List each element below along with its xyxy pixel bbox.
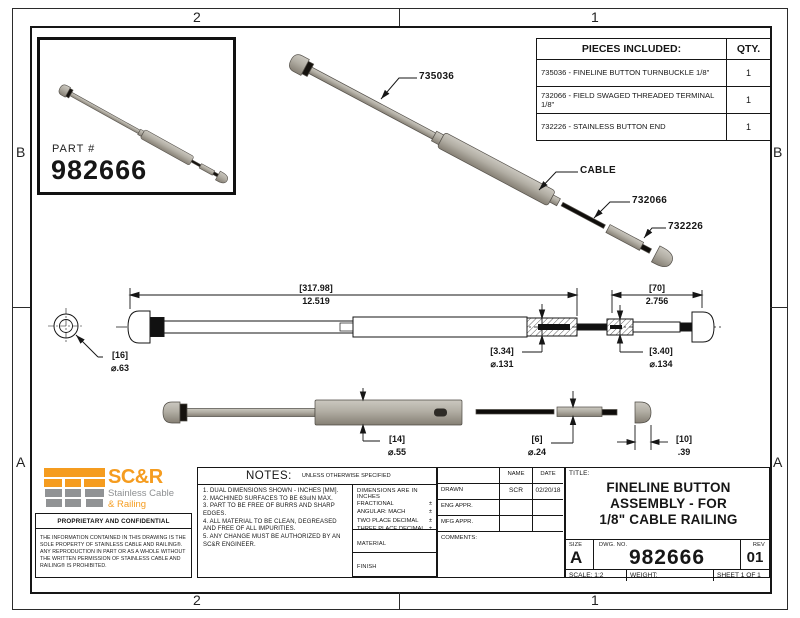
zone-label: A: [773, 454, 783, 470]
plus-minus: ±: [428, 526, 432, 533]
dimension-lines: [130, 288, 702, 450]
note-item: 3. PART TO BE FREE OF BURRS AND SHARP EDGES.: [203, 503, 335, 518]
weight-cell: WEIGHT:: [627, 570, 714, 581]
sheet-cell: SHEET 1 OF 1: [717, 572, 761, 579]
dim-button-length: [10] .39: [675, 434, 692, 457]
note-item: 4. ALL MATERIAL TO BE CLEAN, DEGREASED AND FREE OF ALL IMPURITIES.: [203, 518, 337, 533]
part-number-label: PART #: [52, 143, 96, 155]
finish-cell: [353, 553, 436, 577]
rev-label: REV: [752, 542, 765, 548]
pieces-header: PIECES INCLUDED:: [537, 39, 727, 60]
logo-acronym: SC&R: [108, 466, 163, 488]
dim-body-diameter: [14] ⌀.55: [388, 434, 406, 457]
pieces-included-table: [536, 38, 771, 141]
tolerance-label: TWO PLACE DECIMAL: [357, 517, 419, 524]
callout-terminal: 732066: [632, 195, 668, 206]
eng-appr-label: ENG APPR.: [438, 500, 500, 516]
notes-header: NOTES:: [246, 470, 292, 482]
callout-turnbuckle: 735036: [419, 71, 455, 82]
pieces-table-header-row: [537, 39, 771, 60]
drawn-date: 02/20/18: [533, 484, 563, 500]
qty-header: QTY.: [727, 39, 771, 60]
piece-desc: 732226 - STAINLESS BUTTON END: [537, 114, 727, 141]
eng-appr-date: [533, 500, 563, 516]
zone-label: 2: [193, 592, 201, 608]
logo-line2: & Railing: [108, 499, 147, 510]
dwg-no-label: DWG. NO.: [599, 542, 628, 548]
table-row: [537, 114, 771, 141]
zone-label: 1: [591, 592, 599, 608]
piece-qty: 1: [727, 114, 771, 141]
proprietary-header: PROPRIETARY AND CONFIDENTIAL: [36, 514, 191, 529]
plus-minus: ±: [428, 517, 432, 524]
eng-appr-name: [500, 500, 533, 516]
dim-swage-diameter: [3.34] ⌀.131: [490, 346, 514, 369]
material-cell: [353, 530, 436, 553]
mfg-appr-label: MFG APPR.: [438, 516, 500, 532]
zone-label: A: [16, 454, 26, 470]
zone-label: B: [16, 144, 26, 160]
proprietary-box: [35, 513, 192, 578]
drawn-label: DRAWN: [438, 484, 500, 500]
callout-button-end: 732226: [668, 221, 704, 232]
scale-cell: SCALE: 1:2: [566, 570, 627, 581]
scr-logo-icon: [44, 468, 105, 510]
dim-overall: [317.98] 12.519: [299, 283, 333, 306]
dim-terminal-length: [70] 2.756: [645, 283, 669, 306]
plus-minus: ±: [428, 509, 432, 516]
rev-cell: [741, 540, 769, 569]
rev-value: 01: [746, 549, 764, 566]
spare-cell: [353, 577, 436, 578]
tolerance-box: [353, 485, 436, 533]
approvals-block: [437, 467, 565, 578]
table-row: [537, 87, 771, 114]
note-item: 2. MACHINED SURFACES TO BE 63uIN MAX.: [203, 495, 333, 502]
callout-cable: CABLE: [580, 165, 616, 176]
part-number: 982666: [51, 155, 148, 185]
tolerance-header: DIMENSIONS ARE IN INCHES: [357, 488, 418, 500]
approvals-corner: [438, 468, 500, 484]
tolerance-label: THREE PLACE DECIMAL: [357, 526, 425, 533]
note-item: 1. DUAL DIMENSIONS SHOWN - INCHES [MM].: [203, 488, 339, 494]
plus-minus: ±: [428, 501, 432, 507]
comments-label: COMMENTS:: [441, 535, 477, 541]
zone-label: 1: [591, 9, 599, 25]
logo-line1: Stainless Cable: [108, 488, 175, 499]
material-label: MATERIAL: [357, 541, 387, 547]
size-value: A: [570, 548, 583, 567]
drawn-name: SCR: [500, 484, 533, 500]
exploded-side-view: [163, 400, 651, 425]
assembled-side-view: [116, 311, 724, 343]
notes-subheader: UNLESS OTHERWISE SPECIFIED: [301, 473, 391, 479]
notes-list: [198, 485, 353, 578]
title-block: [565, 467, 770, 578]
note-item: 5. ANY CHANGE MUST BE AUTHORIZED BY AN SC&R ENGINEER.: [203, 534, 341, 548]
zone-label: B: [773, 144, 783, 160]
piece-qty: 1: [727, 60, 771, 87]
proprietary-legal-text: THE INFORMATION CONTAINED IN THIS DRAWING IS THE SOLE PROPERTY OF STAINLESS CABLE AND RAILING®. ANY REPRODUCTION IN PART OR AS A WHOLE WITHOUT THE WRITTEN PERMISSION OF STAINLESS CABLE AND RAILING® IS PROHIBITED.: [40, 535, 186, 570]
piece-desc: 735036 - FINELINE BUTTON TURNBUCKLE 1/8": [537, 60, 727, 87]
finish-label: FINISH: [357, 564, 377, 570]
name-header: NAME: [500, 468, 533, 484]
dim-terminal-diameter: [3.40] ⌀.134: [649, 346, 673, 369]
size-cell: [566, 540, 594, 569]
dwg-no-value: 982666: [628, 546, 706, 569]
table-row: [537, 60, 771, 87]
zone-label: 2: [193, 9, 201, 25]
date-header: DATE: [533, 468, 563, 484]
tolerance-label: FRACTIONAL: [357, 501, 394, 507]
part-number-box: [37, 37, 236, 195]
mfg-appr-name: [500, 516, 533, 532]
title-label: TITLE:: [569, 470, 590, 477]
end-view: [48, 308, 103, 357]
dim-button-diameter: [16] ⌀.63: [111, 350, 129, 373]
piece-desc: 732066 - FIELD SWAGED THREADED TERMINAL 1/8": [537, 87, 727, 114]
tolerance-label: ANGULAR: MACH: [357, 509, 406, 516]
drawing-title: FINELINE BUTTON ASSEMBLY - FOR 1/8" CABLE RAILING: [599, 480, 738, 527]
dim-stud-diameter: [6] ⌀.24: [528, 434, 546, 457]
size-label: SIZE: [569, 542, 583, 548]
dwg-no-cell: [594, 540, 741, 569]
piece-qty: 1: [727, 87, 771, 114]
notes-block: [197, 467, 437, 578]
mfg-appr-date: [533, 516, 563, 532]
